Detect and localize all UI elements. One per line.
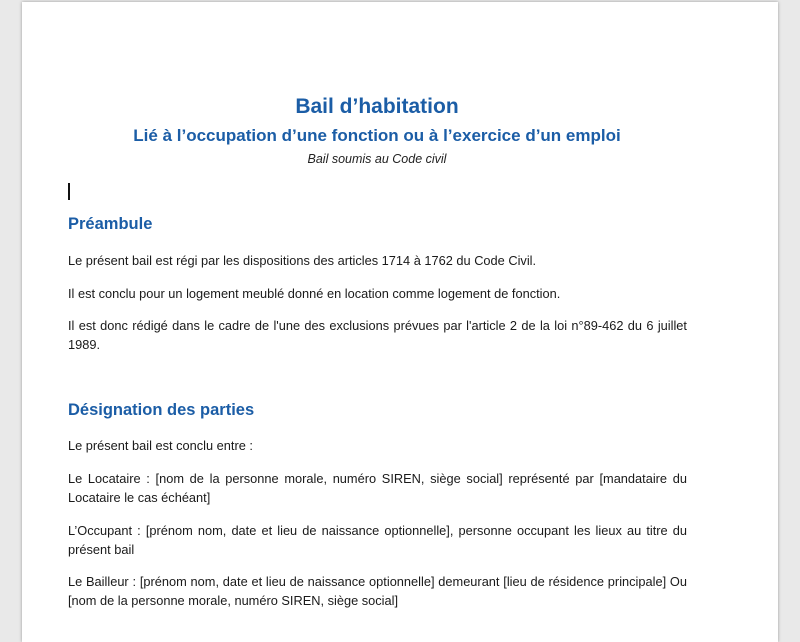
paragraph: Le présent bail est conclu entre : [68, 438, 253, 453]
section-heading-preambule: Préambule [68, 215, 153, 233]
text-cursor [68, 183, 70, 200]
paragraph: L’Occupant : [prénom nom, date et lieu de naissance optionnelle], personne occupant les lieux au titre du présent bail [68, 523, 687, 557]
document-subtitle: Lié à l’occupation d’une fonction ou à l’exercice d’un emploi [133, 126, 621, 145]
paragraph: Le présent bail est régi par les dispositions des articles 1714 à 1762 du Code Civil. [68, 253, 537, 268]
document-page[interactable] [22, 2, 778, 642]
document-note: Bail soumis au Code civil [307, 152, 447, 166]
section-heading-designation: Désignation des parties [68, 401, 255, 419]
paragraph: Il est conclu pour un logement meublé donné en location comme logement de fonction. [68, 286, 561, 301]
paragraph: Le Bailleur : [prénom nom, date et lieu de naissance optionnelle] demeurant [lieu de résidence principale] Ou [nom de la personne morale, numéro SIREN, siège social] [68, 574, 687, 608]
paragraph: Il est donc rédigé dans le cadre de l'une des exclusions prévues par l'article 2 de la loi n°89-462 du 6 juillet 1989. [68, 318, 687, 352]
document-title: Bail d’habitation [295, 95, 459, 118]
paragraph: Le Locataire : [nom de la personne morale, numéro SIREN, siège social] représenté par [mandataire du Locataire le cas échéant] [68, 471, 687, 505]
